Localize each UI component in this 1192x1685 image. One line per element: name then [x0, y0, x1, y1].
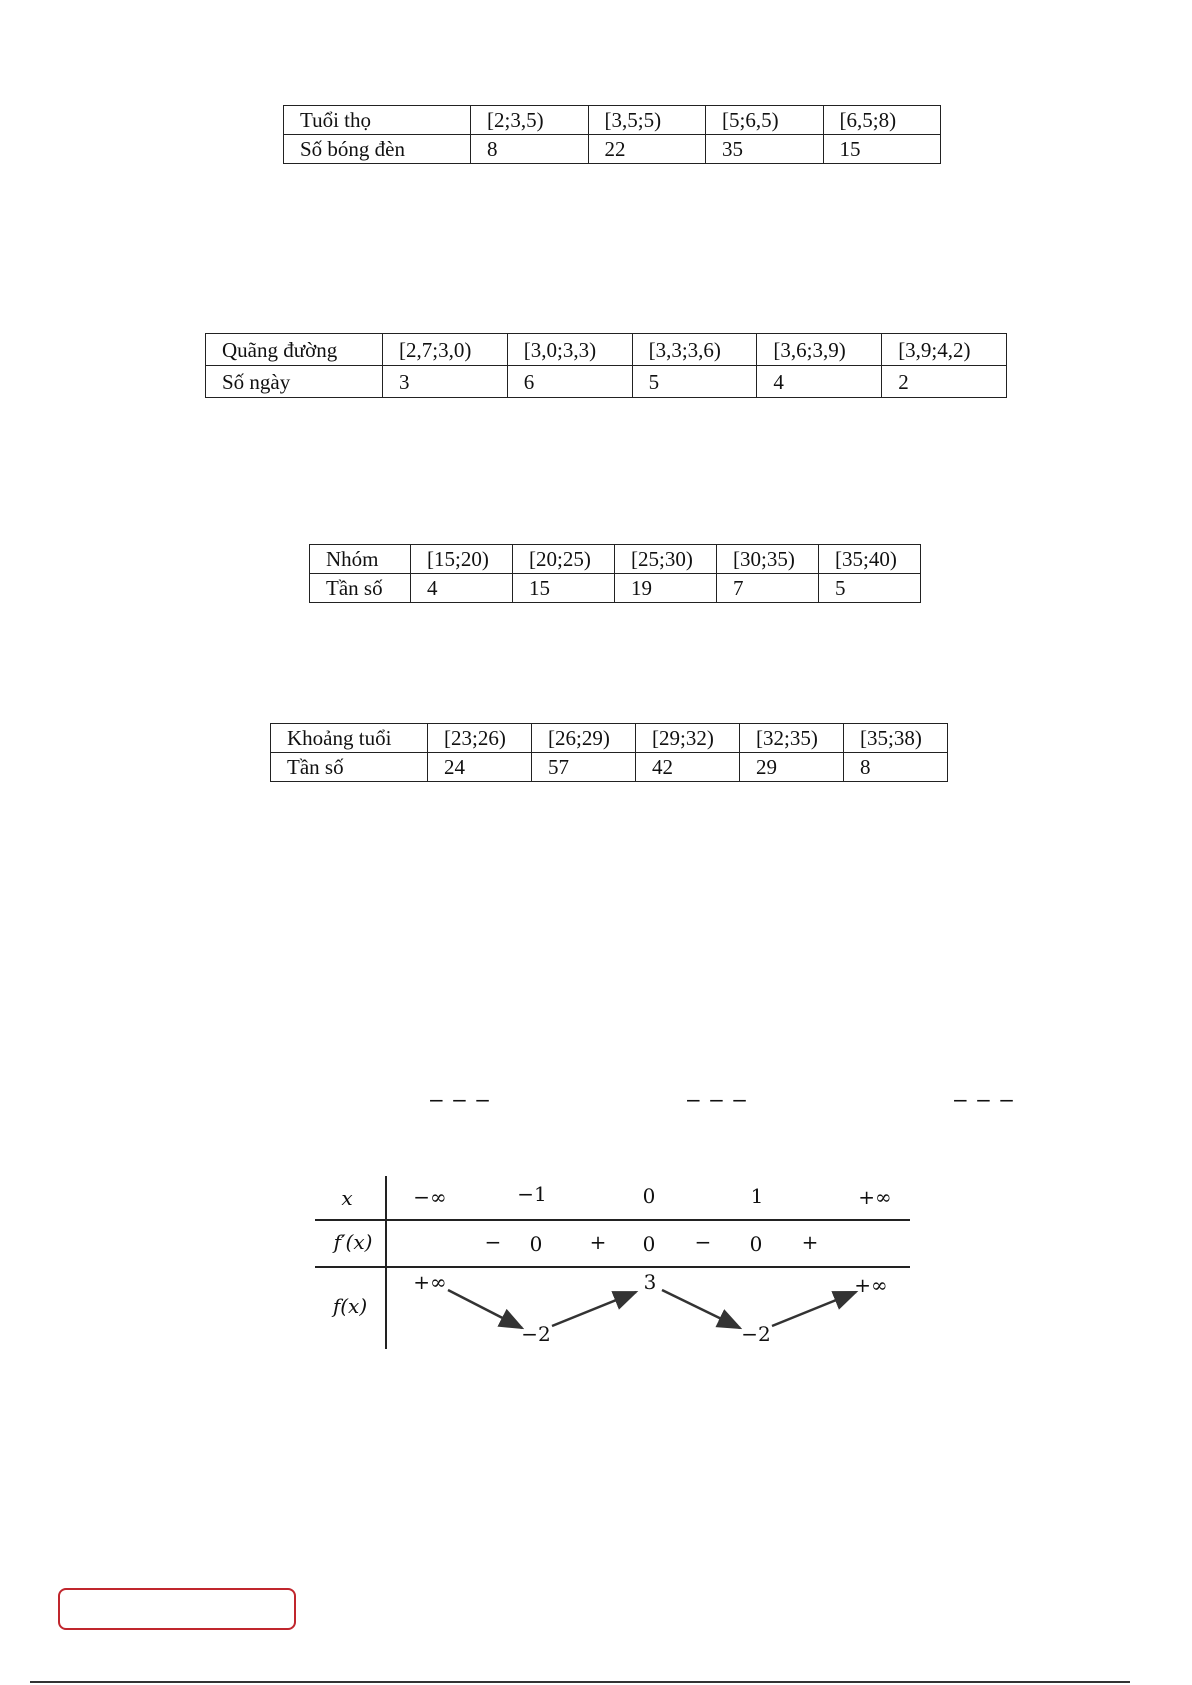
- frequency-table-2: [205, 333, 1007, 398]
- table-cell: [23;26): [428, 724, 532, 753]
- table-cell: [6,5;8): [823, 106, 941, 135]
- table-cell: [20;25): [513, 545, 615, 574]
- x-value: 0: [642, 1184, 656, 1208]
- table-cell: [5;6,5): [706, 106, 824, 135]
- table-cell: 6: [507, 366, 632, 398]
- decrease-arrow: [448, 1290, 522, 1328]
- increase-arrow: [552, 1292, 636, 1326]
- table-row: [284, 135, 941, 164]
- table-cell: 4: [757, 366, 882, 398]
- f-value: 3: [643, 1270, 657, 1294]
- frequency-table-1: [283, 105, 941, 164]
- table-header-row: [284, 106, 941, 135]
- frequency-table-3: [309, 544, 921, 603]
- x-value: −1: [517, 1182, 547, 1206]
- variation-table: [310, 1170, 910, 1350]
- table-row: [271, 753, 948, 782]
- table-cell: 8: [471, 135, 589, 164]
- table-cell: 4: [411, 574, 513, 603]
- fprime-label: f′(x): [333, 1230, 373, 1254]
- dash-mark: − − −: [685, 1088, 748, 1112]
- decrease-arrow: [662, 1290, 740, 1328]
- f-value: +∞: [854, 1273, 888, 1297]
- table-cell: Nhóm: [310, 545, 411, 574]
- table-cell: 7: [717, 574, 819, 603]
- x-label: x: [341, 1186, 353, 1210]
- table-cell: [25;30): [615, 545, 717, 574]
- table-header-row: [310, 545, 921, 574]
- table-cell: Quãng đường: [206, 334, 383, 366]
- table-cell: [2;3,5): [471, 106, 589, 135]
- table-row: [206, 366, 1007, 398]
- table-cell: 22: [588, 135, 706, 164]
- sign: 0: [749, 1232, 763, 1256]
- table-cell: Số ngày: [206, 366, 383, 398]
- table-cell: [30;35): [717, 545, 819, 574]
- table-row: [310, 574, 921, 603]
- red-outline-box: [58, 1588, 296, 1630]
- table-cell: [29;32): [636, 724, 740, 753]
- table-cell: 29: [740, 753, 844, 782]
- x-value: −∞: [413, 1185, 447, 1209]
- f-value: +∞: [413, 1270, 447, 1294]
- table-cell: [3,6;3,9): [757, 334, 882, 366]
- table-cell: Tuổi thọ: [284, 106, 471, 135]
- sign: 0: [642, 1232, 656, 1256]
- frequency-table-4: [270, 723, 948, 782]
- table-cell: 15: [823, 135, 941, 164]
- table-cell: 5: [819, 574, 921, 603]
- f-value: −2: [741, 1322, 771, 1346]
- increase-arrow: [772, 1292, 856, 1326]
- dash-mark: − − −: [952, 1088, 1015, 1112]
- table-cell: Khoảng tuổi: [271, 724, 428, 753]
- table-cell: 8: [844, 753, 948, 782]
- variation-arrows: [310, 1170, 910, 1350]
- table-cell: 42: [636, 753, 740, 782]
- table-cell: [15;20): [411, 545, 513, 574]
- f-label: f(x): [332, 1294, 368, 1318]
- sign: −: [694, 1230, 712, 1254]
- sign: −: [484, 1230, 502, 1254]
- x-value: +∞: [858, 1185, 892, 1209]
- table-cell: Tần số: [271, 753, 428, 782]
- table-cell: [3,5;5): [588, 106, 706, 135]
- table-cell: 35: [706, 135, 824, 164]
- table-cell: [3,9;4,2): [882, 334, 1007, 366]
- table-header-row: [271, 724, 948, 753]
- table-cell: [35;38): [844, 724, 948, 753]
- table-cell: 3: [383, 366, 508, 398]
- table-cell: [3,0;3,3): [507, 334, 632, 366]
- table-cell: [35;40): [819, 545, 921, 574]
- table-cell: 2: [882, 366, 1007, 398]
- f-value: −2: [521, 1322, 551, 1346]
- sign: +: [589, 1230, 607, 1254]
- table-cell: Số bóng đèn: [284, 135, 471, 164]
- sign: +: [801, 1230, 819, 1254]
- sign: 0: [529, 1232, 543, 1256]
- table-cell: 19: [615, 574, 717, 603]
- table-cell: [32;35): [740, 724, 844, 753]
- table-header-row: [206, 334, 1007, 366]
- table-cell: 57: [532, 753, 636, 782]
- table-cell: 15: [513, 574, 615, 603]
- dash-mark: − − −: [428, 1088, 491, 1112]
- table-cell: [2,7;3,0): [383, 334, 508, 366]
- table-cell: 24: [428, 753, 532, 782]
- table-cell: 5: [632, 366, 757, 398]
- table-cell: [3,3;3,6): [632, 334, 757, 366]
- x-value: 1: [750, 1184, 764, 1208]
- footer-divider: [30, 1681, 1130, 1683]
- table-cell: Tần số: [310, 574, 411, 603]
- table-cell: [26;29): [532, 724, 636, 753]
